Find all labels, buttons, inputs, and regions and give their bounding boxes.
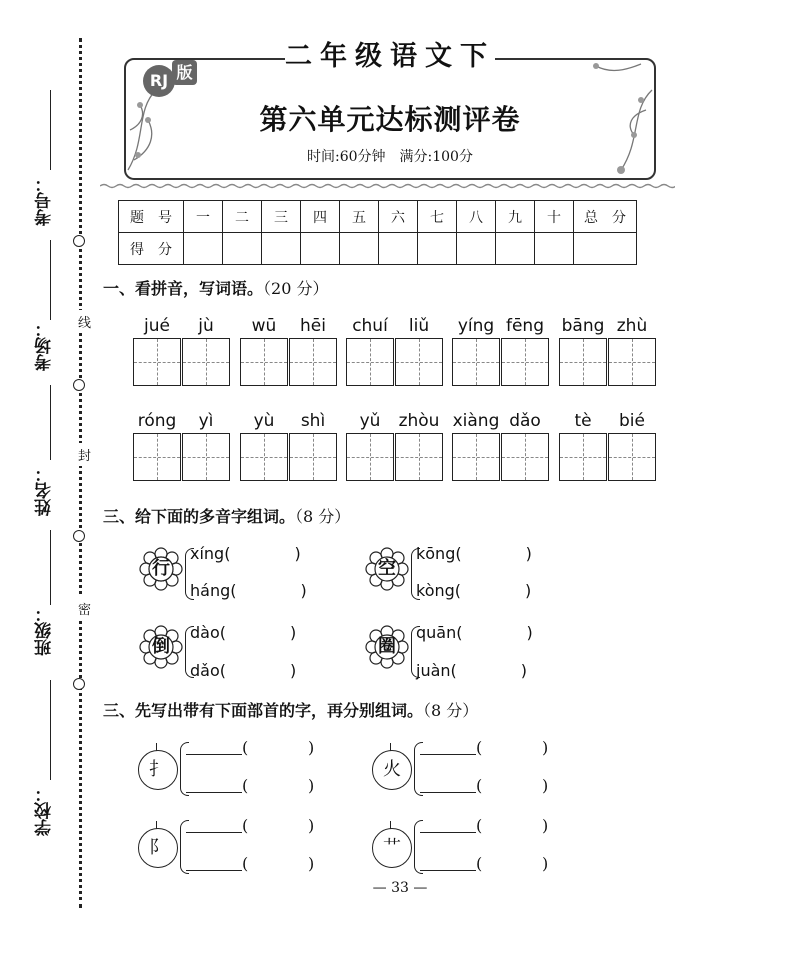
pinyin-label: dǎo [509,411,541,431]
score-input-cell[interactable] [457,233,496,265]
table-cell: 题 号 [119,201,184,233]
section-1-points: （20 分） [263,279,329,298]
pinyin-label: zhòu [398,411,440,431]
section-3-title: 三、先写出带有下面部首的字，再分别组词。 [103,701,424,720]
poly-char: 倒 [152,636,170,657]
tian-grid-box[interactable] [501,338,549,386]
flower-char-xing [138,546,184,592]
reading-input[interactable]: xíng( ) [190,544,301,563]
score-input-cell[interactable] [223,233,262,265]
tian-grid-box[interactable] [395,338,443,386]
class-line [50,530,51,605]
word-paren-close: ) [542,738,549,757]
name-line [50,385,51,460]
reading-input[interactable]: dǎo( ) [190,661,297,680]
tian-grid-box[interactable] [240,433,288,481]
table-cell: 得 分 [119,233,184,265]
word-paren-close: ) [542,854,549,873]
char-blank-line[interactable] [186,740,242,755]
tian-grid-box[interactable] [346,433,394,481]
char-blank-line[interactable] [420,818,476,833]
pinyin-label: yíng [457,316,495,336]
table-cell: 六 [379,201,418,233]
score-input-cell[interactable] [340,233,379,265]
tian-grid-box[interactable] [452,338,500,386]
apple-stem-icon [156,821,163,829]
table-cell: 九 [496,201,535,233]
pinyin-label: liǔ [408,316,430,336]
apple-stem-icon [390,743,397,751]
reading-input[interactable]: dào( ) [190,623,297,642]
time-score-info: 时间:60分钟 满分:100分 [307,149,473,165]
score-input-cell[interactable] [379,233,418,265]
pinyin-label: jù [198,316,214,336]
binding-ring [73,235,85,247]
tian-grid-box[interactable] [559,338,607,386]
word-paren-open[interactable]: ( [476,776,483,795]
pinyin-label: shì [300,411,326,431]
class-label: 班级： [35,605,55,656]
flower-char-quan [364,624,410,670]
tian-grid-box[interactable] [240,338,288,386]
radical-apple [372,750,412,790]
score-input-cell[interactable] [262,233,301,265]
char-blank-line[interactable] [420,856,476,871]
word-paren-open[interactable]: ( [242,776,249,795]
pinyin-label: bié [619,411,645,431]
pinyin-label: xiàng [452,411,500,431]
apple-stem-icon [390,821,397,829]
table-cell: 八 [457,201,496,233]
tian-grid-box[interactable] [182,338,230,386]
word-paren-close: ) [308,776,315,795]
word-paren-open[interactable]: ( [242,816,249,835]
score-input-cell[interactable] [535,233,574,265]
seal-char-feng: 封 [78,443,91,466]
score-input-cell[interactable] [418,233,457,265]
tian-grid-box[interactable] [501,433,549,481]
school-label: 学校： [35,785,55,836]
section-2-heading [103,504,350,527]
table-cell: 二 [223,201,262,233]
pinyin-label: bāng [561,316,605,336]
seal-char-xian: 线 [78,310,91,333]
binding-ring [73,530,85,542]
pinyin-label: róng [137,411,177,431]
reading-input[interactable]: juàn( ) [416,661,528,680]
pinyin-label: hēi [300,316,326,336]
reading-input[interactable]: kòng( ) [416,581,532,600]
exam-number-label: 考号： [35,175,55,226]
pinyin-label: jué [144,316,170,336]
apple-stem-icon [156,743,163,751]
score-input-cell[interactable] [496,233,535,265]
binding-ring [73,379,85,391]
section-3-points: （8 分） [423,701,479,720]
pinyin-label: zhù [616,316,648,336]
word-paren-close: ) [308,816,315,835]
radical-apple [138,750,178,790]
pinyin-label: yǔ [359,411,381,431]
tian-grid-box[interactable] [608,433,656,481]
pinyin-label: yù [253,411,275,431]
table-cell: 三 [262,201,301,233]
edition-badge: 版 [172,60,197,85]
score-table [118,200,637,265]
word-paren-open[interactable]: ( [242,738,249,757]
tian-grid-box[interactable] [395,433,443,481]
pinyin-label: tè [574,411,592,431]
pinyin-label: yì [198,411,214,431]
flower-char-dao [138,624,184,670]
table-cell: 五 [340,201,379,233]
poly-char: 空 [378,558,396,579]
tian-grid-box[interactable] [559,433,607,481]
tian-grid-box[interactable] [608,338,656,386]
pinyin-label: wū [251,316,277,336]
table-cell: 四 [301,201,340,233]
page-number: — 33 — [372,880,428,896]
tian-grid-box[interactable] [133,338,181,386]
table-row [119,201,637,233]
word-paren-open[interactable]: ( [476,816,483,835]
poly-char: 行 [152,558,170,579]
binding-dotted-line [79,38,82,908]
tian-grid-box[interactable] [182,433,230,481]
exam-room-line [50,240,51,320]
pinyin-label: fēng [505,316,544,336]
char-blank-line[interactable] [186,778,242,793]
word-paren-open[interactable]: ( [476,738,483,757]
section-3-heading [103,698,478,721]
char-blank-line[interactable] [186,856,242,871]
radical-char: 扌 [149,759,167,780]
table-cell: 总 分 [574,201,637,233]
score-input-cell[interactable] [574,233,637,265]
word-paren-open[interactable]: ( [476,854,483,873]
exam-room-label: 考场： [35,320,55,371]
radical-apple [372,828,412,868]
section-2-points: （8 分） [295,507,351,526]
grade-banner: 二年级语文下 [285,38,495,76]
section-1-heading [103,276,328,299]
char-blank-line[interactable] [420,740,476,755]
tian-grid-box[interactable] [452,433,500,481]
wavy-divider [100,183,675,189]
reading-input[interactable]: kōng( ) [416,544,532,563]
radical-char: ⻖ [149,837,167,858]
tian-grid-box[interactable] [289,433,337,481]
section-1-title: 一、看拼音，写词语。 [103,279,264,298]
table-cell: 十 [535,201,574,233]
pinyin-label: chuí [352,316,388,336]
reading-input[interactable]: háng( ) [190,581,307,600]
flower-char-kong [364,546,410,592]
word-paren-close: ) [542,816,549,835]
word-paren-open[interactable]: ( [242,854,249,873]
char-blank-line[interactable] [420,778,476,793]
word-paren-close: ) [542,776,549,795]
tian-grid-box[interactable] [346,338,394,386]
school-line [50,680,51,780]
table-cell: 七 [418,201,457,233]
table-cell: 一 [184,201,223,233]
table-row [119,233,637,265]
rj-badge: RJ [143,65,175,97]
radical-apple [138,828,178,868]
poly-char: 圈 [378,636,396,657]
radical-char: 艹 [383,837,401,858]
radical-char: 火 [383,759,401,780]
score-input-cell[interactable] [184,233,223,265]
name-label: 姓名： [35,465,55,516]
score-input-cell[interactable] [301,233,340,265]
char-blank-line[interactable] [186,818,242,833]
page-title: 第六单元达标测评卷 [259,103,521,136]
word-paren-close: ) [308,738,315,757]
tian-grid-box[interactable] [133,433,181,481]
reading-input[interactable]: quān( ) [416,623,533,642]
exam-number-line [50,90,51,170]
binding-ring [73,678,85,690]
seal-char-mi: 密 [78,597,91,620]
word-paren-close: ) [308,854,315,873]
section-2-title: 三、给下面的多音字组词。 [103,507,296,526]
tian-grid-box[interactable] [289,338,337,386]
